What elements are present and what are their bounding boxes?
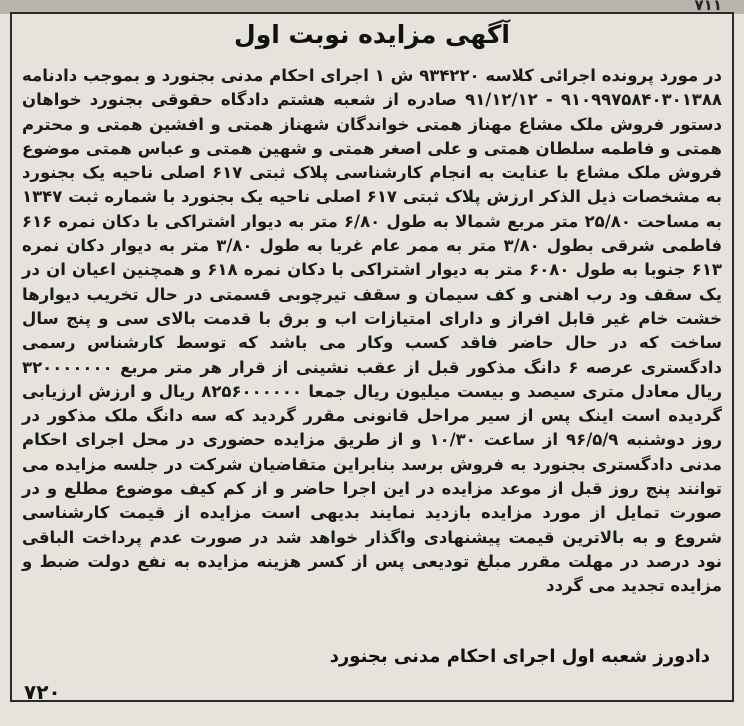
notice-signature: دادورز شعبه اول اجرای احکام مدنی بجنورد (329, 646, 710, 667)
ad-number: ۷۲۰ (24, 680, 61, 704)
notice-title: آگهی مزایده نوبت اول (234, 20, 510, 49)
notice-body: در مورد پرونده اجرائی کلاسه ۹۳۴۲۲۰ ش ۱ اجرای احکام مدنی بجنورد و بموجب دادنامه ۹۱۰۹۹۷۵۸۴۰۳۰۱۳۸۸ - ۹۱/۱۲/۱۲ صادره از شعبه هشتم دادگاه حقوقی بجنورد خواهان دستور فروش ملک مشاع مهناز همتی خواندگان شهناز همتی و افشین همتی و محترم همتی و فاطمه سلطان همتی و علی اصغر همتی و شهین همتی و عباس همتی موضوع فروش ملک مشاع با عنایت به انجام کارشناسی پلاک ثبتی ۶۱۷ اصلی ناحیه یک بجنورد به مشخصات ذیل الذکر ارزش پلاک ثبتی ۶۱۷ اصلی ناحیه یک بجنورد با شماره ثبت ۱۳۴۷ به مساحت ۲۵/۸۰ متر مربع شمالا به طول ۶/۸۰ متر به دیوار اشتراکی با دکان نمره ۶۱۶ فاطمی شرقی بطول ۳/۸۰ متر به ممر عام غربا به طول ۳/۸۰ متر به دیوار دکان نمره ۶۱۳ جنوبا به طول ۶۰۸۰ متر به دیوار اشتراکی با دکان نمره ۶۱۸ و همچنین اعیان ان در یک سقف ود رب اهنی و کف سیمان و سقف تیرچوبی قسمتی در حال تخریب دیوارها خشت خام غیر قابل افراز و دارای امتیازات اب و برق با قدمت بالای سی و پنج سال ساخت که در حال حاضر فاقد کسب وکار می باشد که توسط کارشناس رسمی دادگستری عرصه ۶ دانگ مذکور قبل از عقب نشینی از قرار هر متر مربع ۳۲۰۰۰۰۰۰۰ ریال معادل متری سیصد و بیست میلیون ریال جمعا ۸۲۵۶۰۰۰۰۰۰ ریال و ارزش ارزیابی گردیده است اینک پس از سیر مراحل قانونی مقرر گردید که سه دانگ ملک مذکور در روز دوشنبه ۹۶/۵/۹ از ساعت ۱۰/۳۰ و از طریق مزایده حضوری در محل اجرای احکام مدنی دادگستری بجنورد به فروش برسد بنابراین متقاضیان شرکت در جلسه مزایده می توانند پنج روز قبل از موعد مزایده در این اجرا حاضر و از کم کیف موضوع مطلع و در صورت تمایل از مورد مزایده بازدید نمایند بدیهی است مزایده از قیمت کارشناسی شروع و به بالاترین قیمت پیشنهادی واگذار خواهد شد در صورت عدم پرداخت الباقی نود درصد در مهلت مقرر مبلغ تودیعی پس از کسر هزینه مزایده به نفع دولت ضبط و مزایده تجدید می گردد (22, 66, 723, 596)
page-number: ۷۱۱ (694, 0, 722, 14)
